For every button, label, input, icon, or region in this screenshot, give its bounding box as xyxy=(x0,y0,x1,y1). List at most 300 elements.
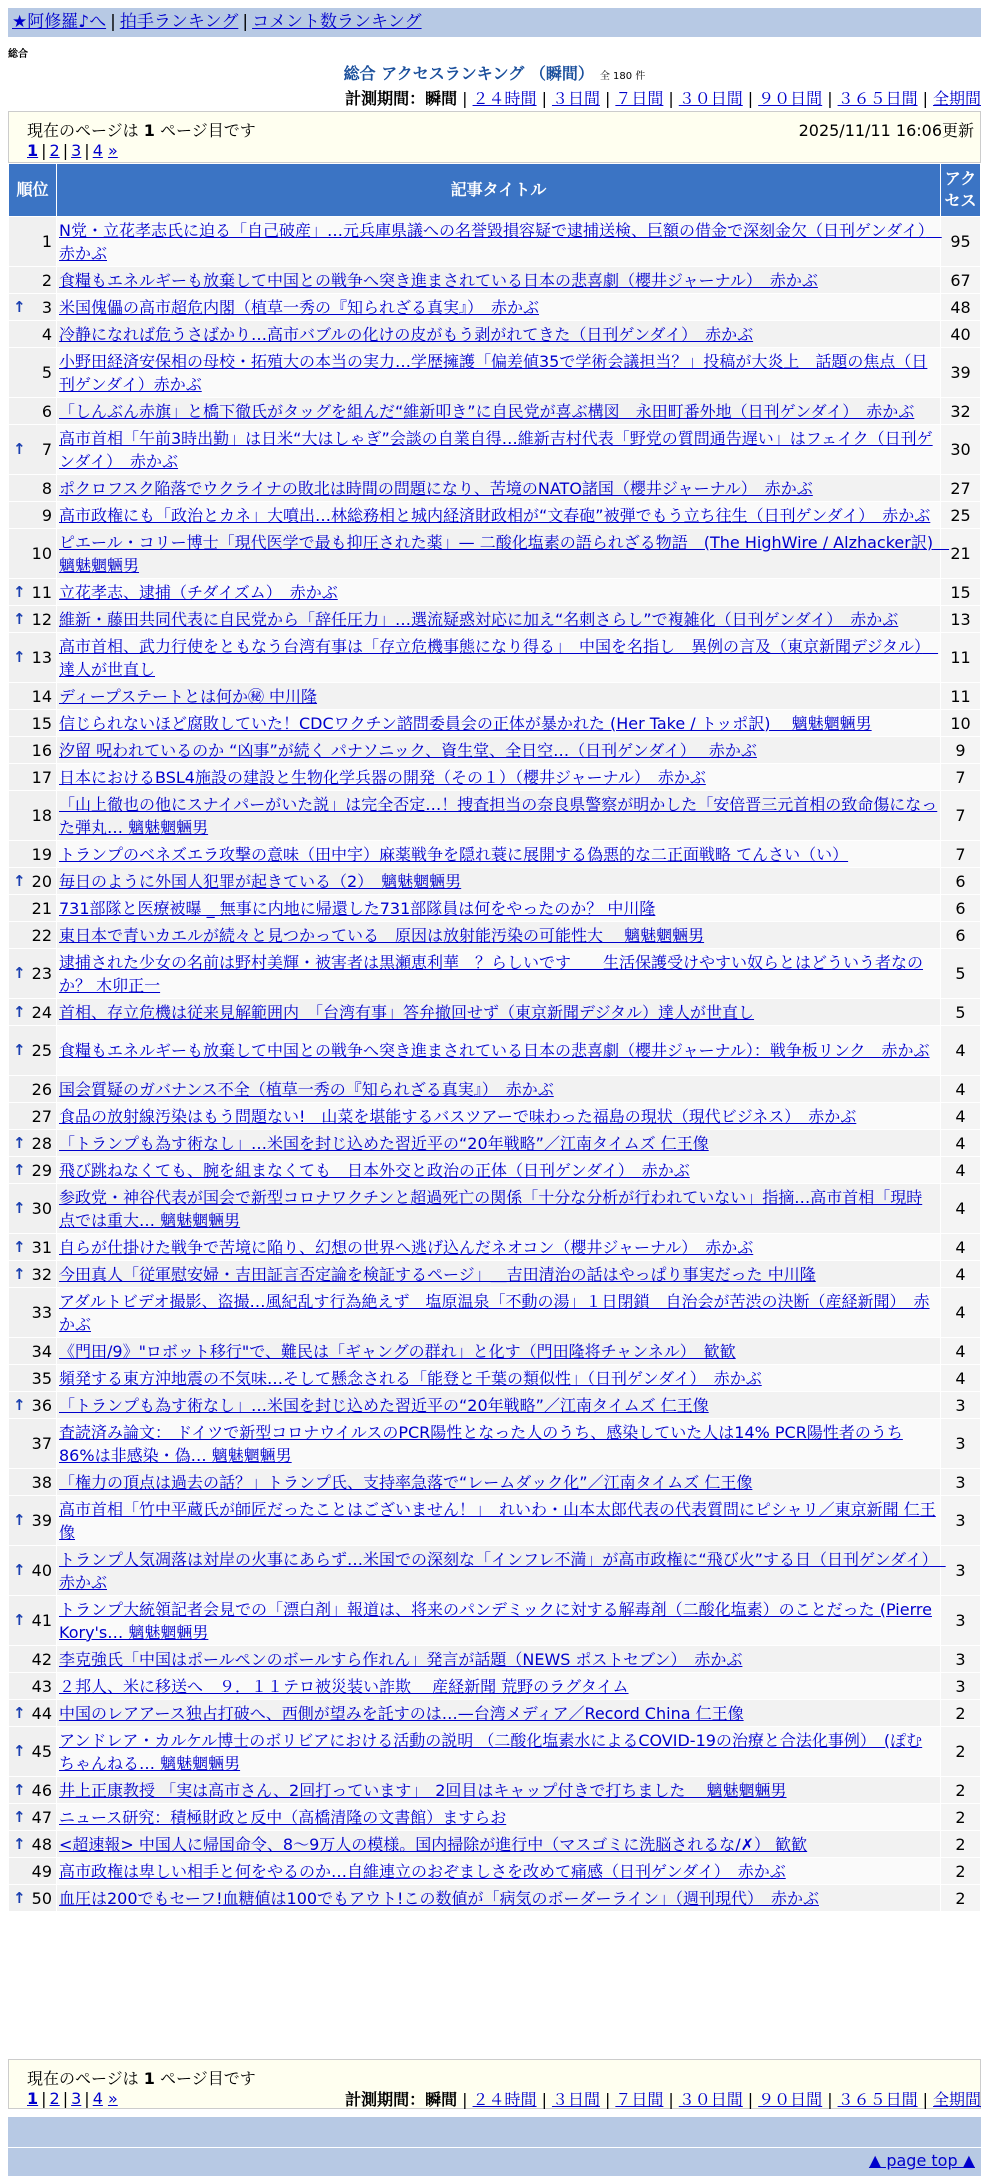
access-count: 30 xyxy=(941,425,981,475)
rank-cell xyxy=(9,1103,57,1130)
period-current: 瞬間 xyxy=(425,2090,458,2109)
article-link[interactable]: 高市首相「午前3時出勤」は日米“大はしゃぎ”会談の自業自得…維新吉村代表「野党の質問通告遅い」はフェイク（日刊ゲンダイ） 赤かぶ xyxy=(59,428,933,471)
period-link[interactable]: ７日間 xyxy=(615,2090,664,2109)
access-count: 4 xyxy=(941,1234,981,1261)
period-link[interactable]: ９０日間 xyxy=(758,2090,823,2109)
article-link[interactable]: 東日本で青いカエルが続々と見つかっている 原因は放射能汚染の可能性大 魑魅魍魎男 xyxy=(59,925,705,945)
title-cell xyxy=(57,579,941,606)
rank-number: 35 xyxy=(31,1368,52,1388)
article-link[interactable]: 国会質疑のガバナンス不全（植草一秀の『知られざる真実』） 赤かぶ xyxy=(59,1079,554,1099)
title-cell xyxy=(57,294,941,321)
title-cell xyxy=(57,1103,941,1130)
table-row xyxy=(9,1288,981,1338)
separator: | xyxy=(41,2089,47,2108)
access-count: 67 xyxy=(941,267,981,294)
page-links xyxy=(27,2089,118,2108)
title-cell xyxy=(57,321,941,348)
current-page-text xyxy=(27,2066,256,2089)
rank-number: 45 xyxy=(31,1742,52,1761)
rank-header: 順位 xyxy=(9,164,57,217)
article-link[interactable]: 高市首相、武力行使をともなう台湾有事は「存立危機事態になり得る」 中国を名指し 異例の言及（東京新聞デジタル） 達人が世直し xyxy=(59,636,939,679)
title-cell xyxy=(57,1026,941,1076)
article-link[interactable]: 「しんぶん赤旗」と橋下徹氏がタッグを組んだ“維新叩き”に自民党が喜ぶ構図 永田町番外地（日刊ゲンダイ） 赤かぶ xyxy=(59,401,915,421)
article-link[interactable]: 立花孝志、逮捕（チダイズム） 赤かぶ xyxy=(59,582,338,602)
table-row xyxy=(9,294,981,321)
period-link[interactable]: ２４時間 xyxy=(472,89,537,108)
article-link[interactable]: 李克強氏「中国はポールペンのボールすら作れん」発言が話題（NEWS ポストセブン） 赤かぶ xyxy=(59,1649,743,1669)
rank-cell xyxy=(9,895,57,922)
title-cell xyxy=(57,764,941,791)
rank-number: 47 xyxy=(31,1807,52,1827)
article-link[interactable]: 今田真人「従軍慰安婦・吉田証言否定論を検証するページ」＿吉田清治の話はやっぱり事実だった 中川隆 xyxy=(59,1264,816,1284)
title-cell xyxy=(57,1469,941,1496)
rank-number: 13 xyxy=(31,648,52,667)
access-count: 6 xyxy=(941,868,981,895)
access-count: 2 xyxy=(941,1727,981,1777)
rank-number: 1 xyxy=(41,232,52,251)
rank-number: 24 xyxy=(31,1002,52,1022)
table-row xyxy=(9,475,981,502)
title-cell xyxy=(57,922,941,949)
rank-cell xyxy=(9,1469,57,1496)
rank-cell xyxy=(9,1026,57,1076)
table-row xyxy=(9,710,981,737)
separator: | xyxy=(462,89,468,108)
period-link[interactable]: ７日間 xyxy=(615,89,664,108)
title-cell xyxy=(57,1365,941,1392)
table-row xyxy=(9,1261,981,1288)
article-link[interactable]: 高市政権にも「政治とカネ」大噴出…林総務相と城内経済財政相が“文春砲”被弾でもう立ち往生（日刊ゲンダイ） 赤かぶ xyxy=(59,505,931,525)
table-row xyxy=(9,1596,981,1646)
rank-up-arrow-icon: ↑ xyxy=(13,1834,26,1853)
separator: | xyxy=(747,2090,754,2109)
access-count: 2 xyxy=(941,1804,981,1831)
rank-up-arrow-icon: ↑ xyxy=(13,1199,26,1217)
rank-up-arrow-icon: ↑ xyxy=(13,609,26,628)
article-link[interactable]: 逮捕された少女の名前は野村美輝・被害者は黒瀬恵利華 ？らしいです 生活保護受けやすい奴らとはどういう者なのか？ 木卯正一 xyxy=(59,952,924,995)
page-link[interactable]: 4 xyxy=(92,2089,103,2108)
table-row xyxy=(9,1469,981,1496)
rank-number: 5 xyxy=(41,363,52,382)
article-link[interactable]: トランプ人気凋落は対岸の火事にあらず…米国での深刻な「インフレ不満」が高市政権に“飛び火”する日（日刊ゲンダイ） 赤かぶ xyxy=(59,1549,946,1592)
article-link[interactable]: 「トランプも為す術なし」…米国を封じ込めた習近平の“20年戦略”／江南タイムズ 仁王像 xyxy=(59,1133,709,1153)
rank-cell xyxy=(9,1157,57,1184)
updated-timestamp: 2025/11/11 16:06更新 xyxy=(798,121,974,140)
access-count: 3 xyxy=(941,1419,981,1469)
rank-number: 34 xyxy=(31,1341,52,1361)
title-cell xyxy=(57,1885,941,1912)
access-count: 7 xyxy=(941,841,981,868)
rank-up-arrow-icon: ↑ xyxy=(13,1703,26,1722)
current-page-number: 1 xyxy=(143,121,155,140)
rank-cell xyxy=(9,791,57,841)
table-row xyxy=(9,737,981,764)
page-link[interactable]: 2 xyxy=(49,2089,60,2108)
title-cell xyxy=(57,1184,941,1234)
category-label: 総合 xyxy=(8,49,28,60)
article-link[interactable]: ピエール・コリー博士「現代医学で最も抑圧された薬」— 二酸化塩素の語られざる物語 (The HighWire / Alzhacker訳) 魑魅魍魎男 xyxy=(59,532,950,575)
article-link[interactable]: 参政党・神谷代表が国会で新型コロナワクチンと超過死亡の関係「十分な分析が行われていない」指摘…高市首相「現時点では重大… 魑魅魍魎男 xyxy=(59,1187,923,1230)
period-link[interactable]: ３６５日間 xyxy=(837,2090,918,2109)
access-count: 4 xyxy=(941,1076,981,1103)
period-link[interactable]: ３日間 xyxy=(551,2090,600,2109)
rank-up-arrow-icon: ↑ xyxy=(13,440,26,458)
access-count: 4 xyxy=(941,1184,981,1234)
title-cell xyxy=(57,606,941,633)
title-cell xyxy=(57,475,941,502)
article-link[interactable]: 「山上徹也の他にスナイパーがいた説」は完全否定…！捜査担当の奈良県警察が明かした「安倍晋三元首相の致命傷になった弾丸… 魑魅魍魎男 xyxy=(59,794,938,837)
pager-top xyxy=(8,111,981,163)
access-count: 4 xyxy=(941,1261,981,1288)
rank-number: 29 xyxy=(31,1160,52,1180)
access-count: 6 xyxy=(941,922,981,949)
title-cell xyxy=(57,633,941,683)
separator: | xyxy=(827,2090,833,2109)
rank-up-arrow-icon: ↑ xyxy=(13,1395,26,1414)
table-row xyxy=(9,217,981,267)
rank-up-arrow-icon: ↑ xyxy=(13,964,26,982)
access-count: 4 xyxy=(941,1338,981,1365)
table-row xyxy=(9,1234,981,1261)
rank-up-arrow-icon: ↑ xyxy=(13,1888,26,1907)
article-link[interactable]: 小野田経済安保相の母校・拓殖大の本当の実力…学歴擁護「偏差値35で学術会議担当？」投稿が大炎上 話題の焦点（日刊ゲンダイ）赤かぶ xyxy=(59,351,928,394)
rank-cell xyxy=(9,425,57,475)
title-cell xyxy=(57,895,941,922)
title-cell xyxy=(57,1546,946,1596)
access-count: 3 xyxy=(941,1646,981,1673)
rank-number: 48 xyxy=(31,1834,52,1854)
access-count: 4 xyxy=(941,1288,981,1338)
rank-cell xyxy=(9,1392,57,1419)
page-prefix: 現在のページは xyxy=(27,121,139,140)
rank-number: 8 xyxy=(41,478,52,498)
access-count: 3 xyxy=(941,1496,981,1546)
rank-up-arrow-icon: ↑ xyxy=(13,871,26,890)
access-count: 95 xyxy=(941,217,981,267)
access-count: 9 xyxy=(941,737,981,764)
article-link[interactable]: 査読済み論文： ドイツで新型コロナウイルスのPCR陽性となった人のうち、感染していた人は14% PCR陽性者のうち86%は非感染・偽… 魑魅魍魎男 xyxy=(59,1422,903,1465)
rank-cell xyxy=(9,841,57,868)
article-link[interactable]: 冷静になれば危うさばかり…高市バブルの化けの皮がもう剥がれてきた（日刊ゲンダイ） 赤かぶ xyxy=(59,324,754,344)
title-cell xyxy=(57,737,941,764)
clap-ranking-link[interactable]: 拍手ランキング xyxy=(119,12,239,32)
page-suffix: ページ目です xyxy=(160,2069,256,2088)
page-link[interactable]: 3 xyxy=(71,141,82,160)
table-row xyxy=(9,1365,981,1392)
article-link[interactable]: 頻発する東方沖地震の不気味…そして懸念される「能登と千葉の類似性」（日刊ゲンダイ） 赤かぶ xyxy=(59,1368,762,1388)
separator: | xyxy=(827,89,833,108)
rank-number: 49 xyxy=(31,1861,52,1881)
rank-cell xyxy=(9,1419,57,1469)
article-link[interactable]: 汐留 呪われているのか “凶事”が続く パナソニック、資生堂、全日空…（日刊ゲンダイ） 赤かぶ xyxy=(59,740,757,760)
separator: | xyxy=(84,2089,90,2108)
access-count: 10 xyxy=(941,710,981,737)
table-row xyxy=(9,425,981,475)
article-link[interactable]: 食品の放射線汚染はもう問題ない! 山菜を堪能するバスツアーで味わった福島の現状（現代ビジネス） 赤かぶ xyxy=(59,1106,857,1126)
rank-number: 36 xyxy=(31,1395,52,1415)
title-cell xyxy=(57,502,941,529)
title-cell xyxy=(57,217,941,267)
period-selector-bottom xyxy=(345,2087,981,2110)
separator: | xyxy=(604,89,611,108)
article-link[interactable]: 高市首相「竹中平蔵氏が師匠だったことはございません！」 れいわ・山本太郎代表の代表質問にピシャリ／東京新聞 仁王像 xyxy=(59,1499,936,1542)
rank-cell xyxy=(9,1184,57,1234)
rank-number: 2 xyxy=(41,270,52,290)
separator: | xyxy=(668,89,674,108)
item-count: 全 180 件 xyxy=(599,71,646,82)
rank-number: 16 xyxy=(31,740,52,760)
rank-cell xyxy=(9,1646,57,1673)
article-link[interactable]: 毎日のように外国人犯罪が起きている（2） 魑魅魍魎男 xyxy=(59,871,462,891)
title-cell xyxy=(57,1858,941,1885)
rank-number: 6 xyxy=(41,401,52,421)
title-cell xyxy=(57,1496,941,1546)
title-cell xyxy=(57,1157,941,1184)
page-link[interactable]: 4 xyxy=(92,141,103,160)
access-count: 4 xyxy=(941,1026,981,1076)
article-link[interactable]: 信じられないほど腐敗していた！CDCワクチン諮問委員会の正体が暴かれた (Her Take / トッポ訳) 魑魅魍魎男 xyxy=(59,713,872,733)
rank-cell xyxy=(9,1777,57,1804)
access-count: 4 xyxy=(941,1157,981,1184)
access-count: 3 xyxy=(941,1469,981,1496)
access-count: 7 xyxy=(941,791,981,841)
rank-cell xyxy=(9,529,57,579)
article-link[interactable]: 《門田/9》"ロボット移行"で、難民は「ギャングの群れ」と化す（門田隆将チャンネル） 歓歓 xyxy=(59,1341,736,1361)
period-link[interactable]: 全期間 xyxy=(932,2090,981,2109)
rank-number: 50 xyxy=(31,1888,52,1908)
access-count: 25 xyxy=(941,502,981,529)
access-count: 21 xyxy=(941,529,981,579)
article-link[interactable]: アダルトビデオ撮影、盗撮…風紀乱す行為絶えず 塩原温泉「不動の湯」１日閉鎖 自治会が苦渋の決断（産経新聞） 赤かぶ xyxy=(59,1291,930,1334)
rank-cell xyxy=(9,1673,57,1700)
article-link[interactable]: 食糧もエネルギーも放棄して中国との戦争へ突き進まされている日本の悲喜劇（櫻井ジャーナル） 赤かぶ xyxy=(59,270,818,290)
page-link[interactable]: 2 xyxy=(49,141,60,160)
rank-up-arrow-icon: ↑ xyxy=(13,1511,26,1529)
rank-cell xyxy=(9,398,57,425)
rank-up-arrow-icon: ↑ xyxy=(13,297,26,316)
period-link[interactable]: ３０日間 xyxy=(678,89,743,108)
separator: | xyxy=(922,89,928,108)
table-row xyxy=(9,949,981,999)
page-link-current[interactable]: 1 xyxy=(27,2089,39,2108)
article-link[interactable]: ニュース研究：積極財政と反中（高橋清隆の文書館）ますらお xyxy=(59,1807,507,1827)
page-prefix: 現在のページは xyxy=(27,2069,139,2088)
rank-number: 30 xyxy=(31,1199,52,1218)
home-link[interactable]: ★阿修羅♪へ xyxy=(12,12,107,32)
title-cell xyxy=(57,1392,941,1419)
page-top-link[interactable]: ▲ page top ▲ xyxy=(868,2151,975,2170)
access-count: 4 xyxy=(941,1365,981,1392)
access-header: アクセス xyxy=(941,164,981,217)
rank-cell xyxy=(9,1831,57,1858)
rank-cell xyxy=(9,1546,57,1596)
separator: | xyxy=(41,141,47,160)
access-count: 6 xyxy=(941,895,981,922)
rank-cell xyxy=(9,1288,57,1338)
article-link[interactable]: 「権力の頂点は過去の話？」トランプ氏、支持率急落で“レームダック化”／江南タイムズ 仁王像 xyxy=(59,1472,753,1492)
access-count: 11 xyxy=(941,633,981,683)
current-page-number: 1 xyxy=(143,2069,155,2088)
table-row xyxy=(9,1858,981,1885)
period-link[interactable]: ３６５日間 xyxy=(837,89,918,108)
access-count: 32 xyxy=(941,398,981,425)
access-count: 2 xyxy=(941,1700,981,1727)
separator: | xyxy=(922,2090,928,2109)
article-link[interactable]: 日本におけるBSL4施設の建設と生物化学兵器の開発（その１）（櫻井ジャーナル） 赤かぶ xyxy=(59,767,706,787)
period-selector-top xyxy=(345,86,981,109)
next-page-link[interactable]: » xyxy=(107,141,118,160)
rank-cell xyxy=(9,502,57,529)
rank-number: 3 xyxy=(41,297,52,317)
period-current: 瞬間 xyxy=(425,89,458,108)
rank-number: 18 xyxy=(31,806,52,825)
article-link[interactable]: 中国のレアアース独占打破へ、西側が望みを託すのは…—台湾メディア／Record China 仁王像 xyxy=(59,1703,744,1723)
period-link[interactable]: 全期間 xyxy=(932,89,981,108)
article-link[interactable]: <超速報> 中国人に帰国命令、8～9万人の模様。国内掃除が進行中（マスゴミに洗脳されるな/✗） 歓歓 xyxy=(59,1834,808,1854)
access-count: 15 xyxy=(941,579,981,606)
article-link[interactable]: ディープステートとは何か㊙ 中川隆 xyxy=(59,686,318,706)
article-link[interactable]: ポクロフスク陥落でウクライナの敗北は時間の問題になり、苦境のNATO諸国（櫻井ジャーナル） 赤かぶ xyxy=(59,478,813,498)
separator: | xyxy=(541,89,547,108)
rank-number: 43 xyxy=(31,1676,52,1696)
article-link[interactable]: 米国傀儡の高市超危内閣（植草一秀の『知られざる真実』） 赤かぶ xyxy=(59,297,540,317)
rank-number: 40 xyxy=(31,1561,52,1580)
article-link[interactable]: 自らが仕掛けた戦争で苦境に陥り、幻想の世界へ逃げ込んだネオコン（櫻井ジャーナル） 赤かぶ xyxy=(59,1237,754,1257)
period-link[interactable]: ９０日間 xyxy=(758,89,823,108)
next-page-link[interactable]: » xyxy=(107,2089,118,2108)
table-row xyxy=(9,1700,981,1727)
rank-number: 26 xyxy=(31,1079,52,1099)
title-cell xyxy=(57,841,941,868)
table-row xyxy=(9,1885,981,1912)
rank-cell xyxy=(9,475,57,502)
table-row xyxy=(9,1026,981,1076)
article-link[interactable]: 首相、存立危機は従来見解範囲内 「台湾有事」答弁撤回せず（東京新聞デジタル）達人が世直し xyxy=(59,1002,755,1022)
rank-cell xyxy=(9,922,57,949)
rank-cell xyxy=(9,633,57,683)
table-row xyxy=(9,895,981,922)
rank-number: 17 xyxy=(31,767,52,787)
table-row xyxy=(9,502,981,529)
title-cell xyxy=(57,1596,941,1646)
rank-number: 42 xyxy=(31,1649,52,1669)
title-cell xyxy=(57,1831,941,1858)
access-count: 27 xyxy=(941,475,981,502)
separator: | xyxy=(668,2090,674,2109)
table-row xyxy=(9,321,981,348)
period-label: 計測期間： xyxy=(345,89,426,108)
table-row xyxy=(9,529,981,579)
rank-cell xyxy=(9,606,57,633)
title-cell xyxy=(57,710,941,737)
access-count: 2 xyxy=(941,1885,981,1912)
rank-cell xyxy=(9,267,57,294)
page-link-current[interactable]: 1 xyxy=(27,141,39,160)
rank-up-arrow-icon: ↑ xyxy=(13,1237,26,1256)
rank-number: 28 xyxy=(31,1133,52,1153)
article-link[interactable]: 高市政権は卑しい相手と何をやるのか…自維連立のおぞましさを改めて痛感（日刊ゲンダイ） 赤かぶ xyxy=(59,1861,786,1881)
separator: | xyxy=(541,2090,547,2109)
table-row xyxy=(9,1546,981,1596)
rank-cell xyxy=(9,737,57,764)
title-cell xyxy=(57,1338,941,1365)
article-link[interactable]: トランプ大統領記者会見での「漂白剤」報道は、将来のパンデミックに対する解毒剤（二酸化塩素）のことだった (Pierre Kory's… 魑魅魍魎男 xyxy=(59,1599,932,1642)
rank-up-arrow-icon: ↑ xyxy=(13,1561,26,1579)
article-link[interactable]: 食糧もエネルギーも放棄して中国との戦争へ突き進まされている日本の悲喜劇（櫻井ジャーナル）：戦争板リンク 赤かぶ xyxy=(59,1041,930,1060)
rank-cell xyxy=(9,710,57,737)
article-link[interactable]: ２邦人、米に移送へ ９．１１テロ被災装い詐欺 産経新聞 荒野のラグタイム xyxy=(59,1676,629,1696)
rank-cell xyxy=(9,1076,57,1103)
separator: | xyxy=(62,141,69,160)
article-link[interactable]: 血圧は200でもセーフ!血糖値は100でもアウト!この数値が「病気のボーダーライン」（週刊現代） 赤かぶ xyxy=(59,1888,819,1908)
page-suffix: ページ目です xyxy=(160,121,256,140)
access-count: 2 xyxy=(941,1777,981,1804)
rank-number: 11 xyxy=(31,582,52,602)
rank-cell xyxy=(9,999,57,1026)
rank-number: 9 xyxy=(41,505,52,525)
article-link[interactable]: 「トランプも為す術なし」…米国を封じ込めた習近平の“20年戦略”／江南タイムズ 仁王像 xyxy=(59,1395,709,1415)
access-count: 5 xyxy=(941,949,981,999)
table-row xyxy=(9,579,981,606)
table-row xyxy=(9,868,981,895)
table-row xyxy=(9,1646,981,1673)
article-link[interactable]: 維新・藤田共同代表に自民党から「辞任圧力」…選流疑惑対応に加え“名刺さらし”で複雑化（日刊ゲンダイ） 赤かぶ xyxy=(59,609,899,629)
rank-cell xyxy=(9,321,57,348)
separator: | xyxy=(604,2090,611,2109)
comment-ranking-link[interactable]: コメント数ランキング xyxy=(252,12,422,32)
page-links xyxy=(27,141,118,160)
title-cell xyxy=(57,1646,941,1673)
rank-number: 46 xyxy=(31,1780,52,1800)
article-link[interactable]: 井上正康教授 「実は高市さん、2回打っています」 2回目はキャップ付きで打ちました 魑魅魍魎男 xyxy=(59,1780,787,1800)
rank-cell xyxy=(9,1858,57,1885)
table-row xyxy=(9,1338,981,1365)
rank-cell xyxy=(9,348,57,398)
article-link[interactable]: 飛び跳ねなくても、腕を組まなくても 日本外交と政治の正体（日刊ゲンダイ） 赤かぶ xyxy=(59,1160,690,1180)
title-cell xyxy=(57,1261,941,1288)
article-link[interactable]: トランプのベネズエラ攻撃の意味（田中宇）麻薬戦争を隠れ蓑に展開する偽悪的な二正面戦略 てんさい（い） xyxy=(59,844,849,864)
rank-up-arrow-icon: ↑ xyxy=(13,1041,26,1059)
article-link[interactable]: N党・立花孝志氏に迫る「自己破産」…元兵庫県議への名誉毀損容疑で逮捕送検、巨額の借金で深刻金欠（日刊ゲンダイ） 赤かぶ xyxy=(59,220,942,263)
rank-number: 44 xyxy=(31,1703,52,1723)
rank-number: 10 xyxy=(31,544,52,563)
period-link[interactable]: ２４時間 xyxy=(472,2090,537,2109)
table-row xyxy=(9,348,981,398)
table-row xyxy=(9,841,981,868)
rank-cell xyxy=(9,1365,57,1392)
access-count: 3 xyxy=(941,1546,981,1596)
rank-number: 14 xyxy=(31,686,52,706)
access-count: 2 xyxy=(941,1858,981,1885)
article-link[interactable]: 731部隊と医療被曝 _ 無事に内地に帰還した731部隊員は何をやったのか？ 中川隆 xyxy=(59,898,656,918)
table-row xyxy=(9,398,981,425)
rank-number: 33 xyxy=(31,1303,52,1322)
title-cell xyxy=(57,398,941,425)
title-cell xyxy=(57,1804,941,1831)
period-link[interactable]: ３０日間 xyxy=(678,2090,743,2109)
title-cell xyxy=(57,791,941,841)
article-link[interactable]: アンドレア・カルケル博士のボリビアにおける活動の説明 （二酸化塩素水によるCOVID-19の治療と合法化事例） (ぽむちゃんねる… 魑魅魍魎男 xyxy=(59,1730,923,1773)
period-link[interactable]: ３日間 xyxy=(551,89,600,108)
table-row xyxy=(9,1392,981,1419)
page-link[interactable]: 3 xyxy=(71,2089,82,2108)
title-cell xyxy=(57,1700,941,1727)
rank-number: 41 xyxy=(31,1611,52,1630)
rank-up-arrow-icon: ↑ xyxy=(13,1611,26,1629)
table-row xyxy=(9,922,981,949)
access-count: 4 xyxy=(941,1103,981,1130)
rank-number: 39 xyxy=(31,1511,52,1530)
